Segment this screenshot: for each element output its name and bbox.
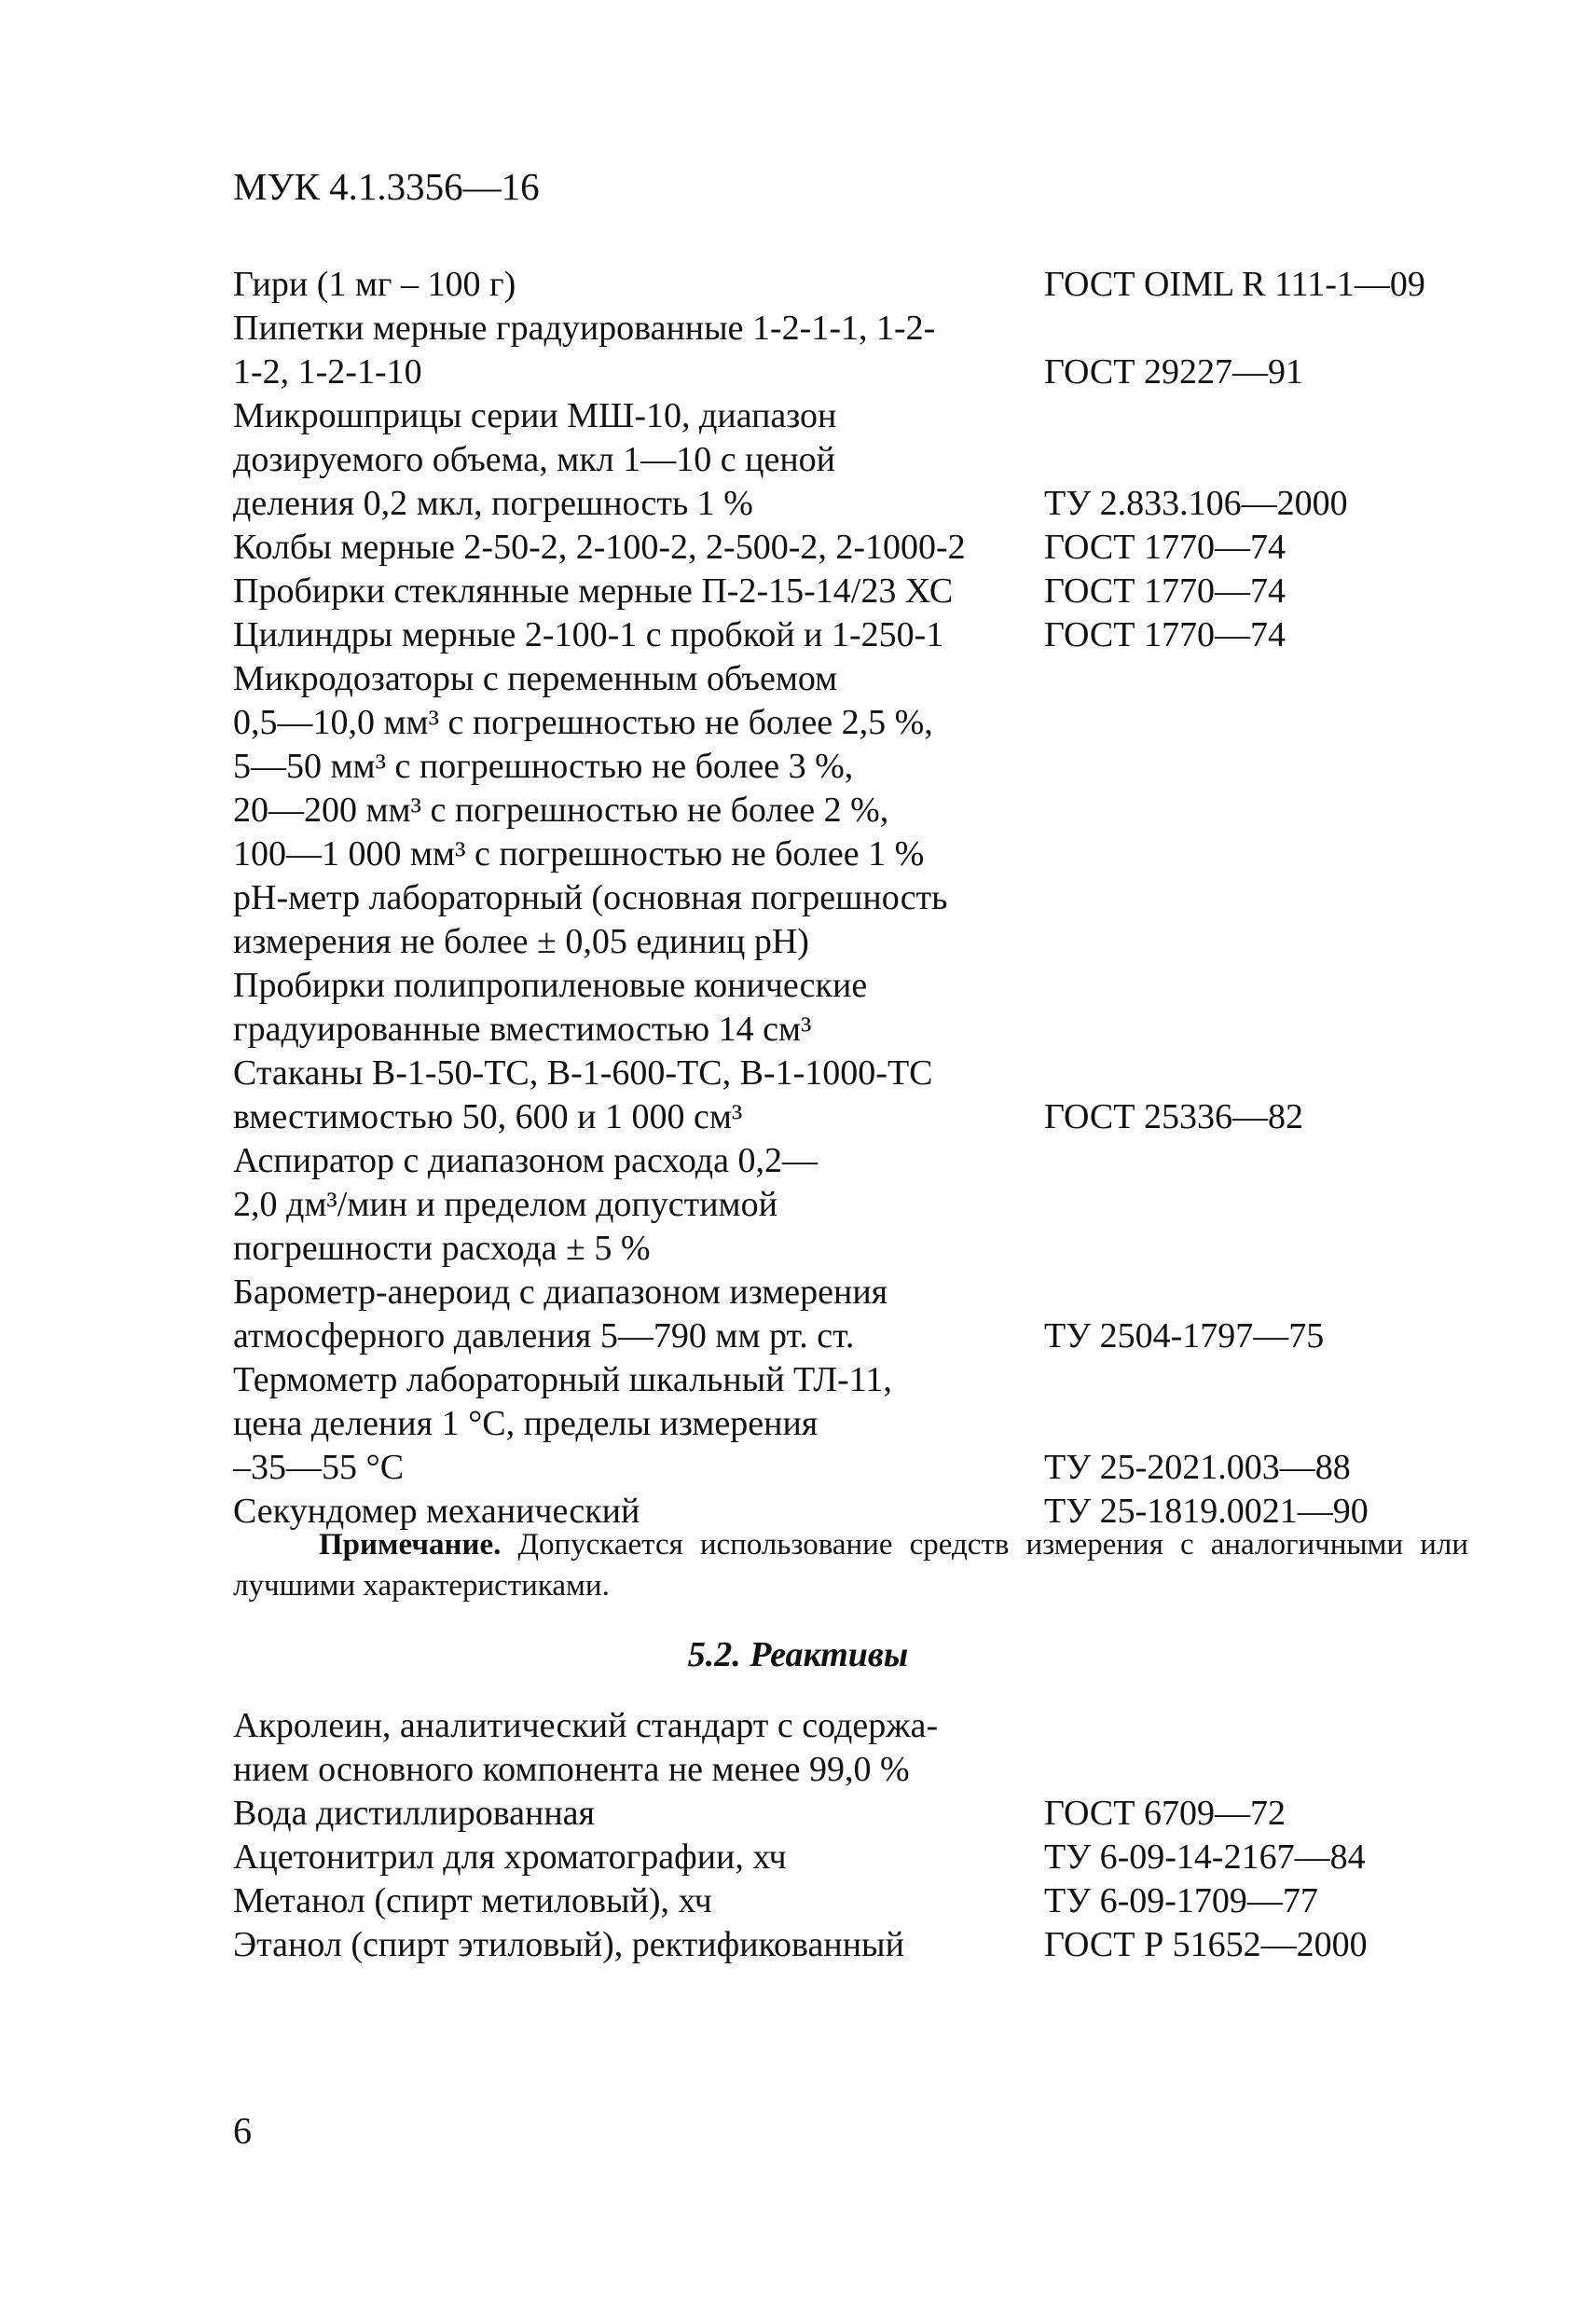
item-name-line: Колбы мерные 2-50-2, 2-100-2, 2-500-2, 2-1000-2 (233, 528, 966, 567)
item-name (233, 570, 1035, 613)
list-item (233, 1139, 1473, 1271)
item-name-line: нием основного компонента не менее 99,0 % (233, 1750, 910, 1789)
item-name-line: Барометр-анероид с диапазоном измерения (233, 1273, 888, 1312)
list-item (233, 1923, 1473, 1967)
note-paragraph (233, 1524, 1468, 1606)
item-name (233, 1792, 1035, 1836)
item-standard-reference: ТУ 25-1819.0021—90 (1044, 1492, 1369, 1531)
item-name-line: дозируемого объема, мкл 1—10 с ценой (233, 440, 835, 479)
item-name-line: 1-2, 1-2-1-10 (233, 352, 422, 392)
item-standard-reference: ГОСТ 1770—74 (1044, 571, 1286, 611)
item-name-line: Термометр лабораторный шкальный ТЛ-11, (233, 1360, 892, 1399)
item-standard-reference: ГОСТ 25336—82 (1044, 1097, 1303, 1136)
item-name-line: вместимостью 50, 600 и 1 000 см³ (233, 1097, 743, 1136)
item-name (233, 1052, 1035, 1139)
list-item (233, 1358, 1473, 1490)
item-standard-reference: ТУ 2504-1797—75 (1044, 1316, 1325, 1356)
list-item (233, 570, 1473, 613)
item-name-line: Акролеин, аналитический стандарт с содержа- (233, 1706, 939, 1745)
item-standard-reference: ГОСТ 6709—72 (1044, 1794, 1286, 1833)
item-name (233, 1836, 1035, 1879)
item-standard-reference: ГОСТ OIML R 111-1—09 (1044, 265, 1425, 304)
item-name (233, 1923, 1035, 1967)
document-code-header: МУК 4.1.3356—16 (233, 165, 540, 208)
list-item (233, 307, 1473, 394)
list-item (233, 613, 1473, 657)
section-title-reagents: 5.2. Реактивы (687, 1635, 909, 1674)
item-name-line: Аспиратор с диапазоном расхода 0,2— (233, 1141, 818, 1180)
item-name (233, 1358, 1035, 1490)
item-name-line: 5—50 мм³ с погрешностью не более 3 %, (233, 747, 854, 786)
item-name (233, 1704, 1035, 1792)
equipment-list (233, 263, 1473, 1534)
item-name-line: Микрошприцы серии МШ-10, диапазон (233, 396, 837, 435)
item-name-line: атмосферного давления 5—790 мм рт. ст. (233, 1316, 855, 1356)
item-standard-reference: ГОСТ 1770—74 (1044, 615, 1286, 654)
item-name-line: деления 0,2 мкл, погрешность 1 % (233, 484, 753, 523)
item-name-line: pH-метр лабораторный (основная погрешность (233, 878, 948, 917)
list-item (233, 1052, 1473, 1139)
item-name-line: Вода дистиллированная (233, 1794, 596, 1833)
item-name-line: 2,0 дм³/мин и пределом допустимой (233, 1185, 777, 1224)
item-name-line: Стаканы В-1-50-ТС, В-1-600-ТС, В-1-1000-ТС (233, 1053, 933, 1093)
item-name-line: Этанол (спирт этиловый), ректификованный (233, 1925, 904, 1964)
item-name (233, 307, 1035, 394)
list-item (233, 876, 1473, 964)
item-name-line: градуированные вместимостью 14 см³ (233, 1010, 812, 1049)
item-name (233, 876, 1035, 964)
item-name (233, 1879, 1035, 1923)
item-name (233, 526, 1035, 570)
item-name-line: Пробирки стеклянные мерные П-2-15-14/23 ХС (233, 571, 954, 611)
item-standard-reference: ГОСТ 29227—91 (1044, 352, 1303, 392)
item-name-line: Гири (1 мг – 100 г) (233, 265, 516, 304)
list-item (233, 1792, 1473, 1836)
item-name (233, 263, 1035, 307)
item-name (233, 1139, 1035, 1271)
item-name-line: Ацетонитрил для хроматографии, хч (233, 1837, 787, 1877)
item-name-line: цена деления 1 °С, пределы измерения (233, 1404, 819, 1443)
item-name (233, 1271, 1035, 1358)
item-name-line: Цилиндры мерные 2-100-1 с пробкой и 1-250-1 (233, 615, 944, 654)
item-standard-reference: ТУ 25-2021.003—88 (1044, 1448, 1351, 1487)
item-name-line: Секундомер механический (233, 1492, 640, 1531)
item-name-line: Микродозаторы с переменным объемом (233, 659, 838, 698)
item-name-line: измерения не более ± 0,05 единиц pH) (233, 922, 809, 961)
list-item (233, 1879, 1473, 1923)
list-item (233, 964, 1473, 1052)
item-standard-reference: ТУ 6-09-1709—77 (1044, 1881, 1318, 1920)
item-name (233, 964, 1035, 1052)
item-name-line: Пипетки мерные градуированные 1-2-1-1, 1-2- (233, 309, 936, 348)
note-label: Примечание. (319, 1528, 502, 1562)
list-item (233, 263, 1473, 307)
item-name-line: 20—200 мм³ с погрешностью не более 2 %, (233, 791, 889, 830)
item-name-line: Пробирки полипропиленовые конические (233, 966, 868, 1005)
reagents-list (233, 1704, 1473, 1967)
item-name-line: погрешности расхода ± 5 % (233, 1229, 651, 1268)
item-standard-reference: ТУ 2.833.106—2000 (1044, 484, 1348, 523)
item-name-line: –35—55 °С (233, 1448, 405, 1487)
item-standard-reference: ГОСТ 1770—74 (1044, 528, 1286, 567)
item-name-line: Метанол (спирт метиловый), хч (233, 1881, 712, 1920)
list-item (233, 1704, 1473, 1792)
item-standard-reference: ГОСТ Р 51652—2000 (1044, 1925, 1368, 1964)
page-number: 6 (233, 2110, 252, 2152)
list-item (233, 1836, 1473, 1879)
item-standard-reference: ТУ 6-09-14-2167—84 (1044, 1837, 1366, 1877)
list-item (233, 526, 1473, 570)
note-text: Допускается использование средств измерения с аналогичными или лучшими характеристиками. (233, 1528, 1468, 1603)
list-item (233, 657, 1473, 876)
item-name (233, 394, 1035, 526)
list-item (233, 394, 1473, 526)
item-name (233, 657, 1035, 876)
item-name-line: 100—1 000 мм³ с погрешностью не более 1 % (233, 834, 925, 874)
item-name-line: 0,5—10,0 мм³ с погрешностью не более 2,5 %, (233, 703, 933, 742)
list-item (233, 1271, 1473, 1358)
item-name (233, 613, 1035, 657)
